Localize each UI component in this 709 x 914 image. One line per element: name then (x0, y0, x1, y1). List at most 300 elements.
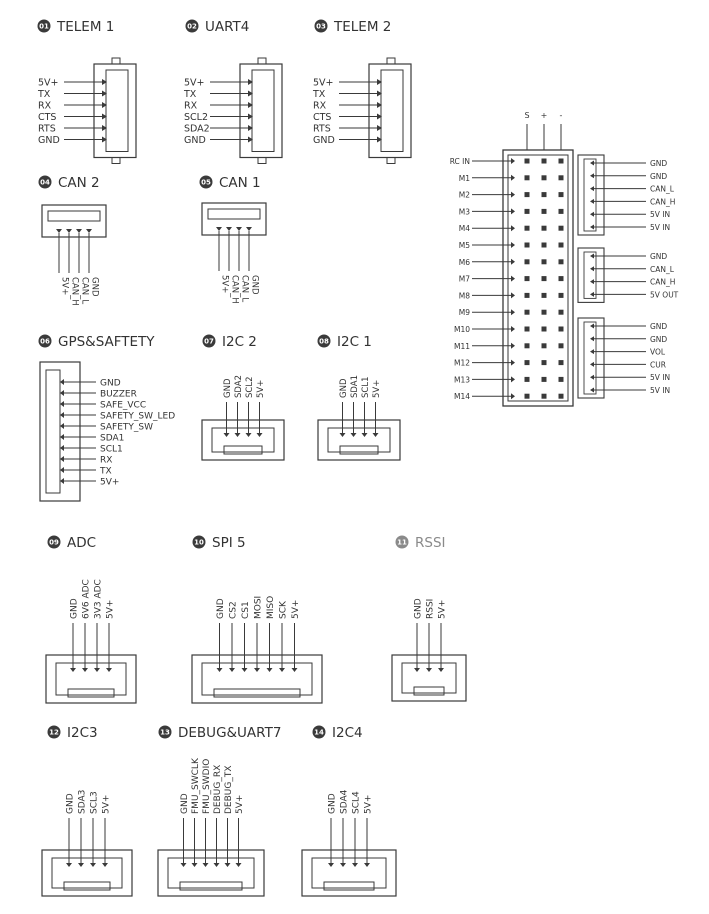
side-connector-housing (578, 318, 604, 398)
pin-label: 5V+ (219, 275, 230, 294)
connector-title: I2C 2 (222, 334, 257, 350)
connector-title: CAN 1 (219, 175, 261, 191)
pin-contact (214, 863, 220, 867)
pin-contact (106, 668, 112, 672)
connector-key (64, 882, 110, 890)
pin-label: SDA1 (100, 433, 125, 444)
header-pin (559, 394, 564, 399)
header-pin (542, 226, 547, 231)
pin-contact (590, 266, 594, 271)
pin-label: RSSI (425, 598, 436, 619)
header-pin (525, 293, 530, 298)
pin-contact (590, 212, 594, 217)
pin-label: GND (650, 334, 668, 344)
pin-label: GND (650, 252, 668, 261)
pin-contact (78, 863, 84, 867)
header-pin (525, 209, 530, 214)
column-label: S (524, 111, 530, 120)
number-badge-text: 09 (49, 538, 59, 547)
header-pin (525, 360, 530, 365)
column-label: + (540, 111, 548, 120)
pin-contact (82, 668, 88, 672)
pin-label: GND (249, 275, 260, 295)
row-contact (511, 192, 515, 198)
number-badge-text: 06 (40, 337, 50, 346)
pin-label: RX (184, 100, 198, 112)
header-pin (525, 310, 530, 315)
connector-latch (387, 58, 395, 64)
connector-inner-wall (328, 428, 390, 452)
pin-label: CS2 (228, 601, 239, 619)
header-pin (525, 175, 530, 180)
pin-label: 5V+ (372, 379, 382, 398)
pin-label: 6V6 ADC (81, 579, 92, 619)
side-connector-3 (578, 318, 670, 398)
pin-label: CAN_H (650, 277, 676, 287)
connector-key (224, 446, 262, 454)
pin-contact (590, 336, 594, 341)
pin-label: 5V+ (100, 477, 120, 488)
pin-label: SDA1 (350, 374, 360, 398)
pin-contact (590, 292, 594, 297)
pin-label: GND (38, 135, 60, 146)
row-label: RC IN (449, 157, 470, 166)
side-connector-inner (584, 159, 596, 231)
pin-contact (236, 863, 242, 867)
header-pin (525, 226, 530, 231)
pin-contact (229, 668, 235, 672)
row-label: M12 (453, 358, 470, 368)
pin-label: DEBUG_TX (224, 765, 234, 814)
pin-label: 5V+ (101, 794, 112, 814)
connector-telem1 (37, 58, 136, 164)
header-pin (542, 343, 547, 348)
pin-contact (60, 456, 64, 462)
pin-label: RTS (38, 123, 56, 135)
pin-label: MISO (266, 595, 276, 619)
pin-contact (60, 445, 64, 451)
side-connector-housing (578, 155, 604, 235)
header-pin (542, 276, 547, 281)
row-label: M7 (458, 274, 470, 284)
connector-header-telem2 (315, 19, 392, 35)
connector-can1 (202, 203, 266, 304)
pin-label: CAN_L (650, 264, 674, 274)
connector-title: TELEM 1 (57, 19, 115, 35)
servo-rail (450, 111, 573, 406)
number-badge-text: 03 (316, 22, 326, 31)
connector-header-adc (48, 535, 97, 551)
pin-label: SAFE_VCC (100, 400, 147, 411)
header-pin (542, 243, 547, 248)
pin-contact (203, 863, 209, 867)
side-connector-1 (578, 155, 675, 235)
row-contact (511, 343, 515, 349)
connector-latch (258, 158, 266, 164)
pin-label: 3V3 ADC (93, 579, 104, 619)
header-pin (559, 293, 564, 298)
header-pin (559, 327, 564, 332)
pin-label: SCL1 (361, 376, 371, 398)
pin-label: 5V+ (235, 794, 245, 814)
connector-inner-wall (52, 858, 122, 888)
pin-contact (279, 668, 285, 672)
connector-inner-wall (168, 858, 254, 888)
connector-latch (387, 158, 395, 164)
row-label: M6 (458, 257, 470, 267)
connector-inner-wall (252, 70, 274, 152)
pin-contact (70, 668, 76, 672)
header-pin (542, 192, 547, 197)
number-badge-text: 02 (187, 22, 197, 31)
pin-label: BUZZER (100, 389, 137, 400)
header-pin (542, 259, 547, 264)
connector-housing (369, 64, 411, 158)
pin-label: GND (180, 793, 190, 814)
pin-label: SDA2 (234, 374, 244, 398)
connector-title: CAN 2 (58, 175, 100, 191)
pin-contact (590, 388, 594, 393)
pin-contact (60, 390, 64, 396)
header-pin (559, 343, 564, 348)
pin-label: VOL (650, 347, 666, 357)
pin-contact (590, 199, 594, 204)
pin-label: GND (339, 378, 349, 398)
pin-contact (90, 863, 96, 867)
pin-contact (328, 863, 334, 867)
pin-label: SCL2 (245, 376, 255, 398)
connector-header-can2 (39, 175, 100, 191)
side-connector-2 (578, 248, 679, 302)
connector-header-can1 (200, 175, 261, 191)
pin-label: TX (100, 466, 112, 477)
pin-contact (66, 863, 72, 867)
connector-header-i2c1 (318, 334, 372, 350)
connector-inner-wall (56, 663, 126, 695)
row-contact (511, 393, 515, 399)
row-contact (511, 208, 515, 214)
connector-adc (46, 579, 136, 703)
pin-label: GND (184, 135, 206, 146)
connector-gps (40, 362, 175, 501)
connector-uart4 (183, 58, 282, 164)
pin-label: SCL1 (100, 444, 123, 455)
pin-label: SCK (278, 601, 289, 619)
row-contact (511, 158, 515, 164)
connector-header-debug (159, 725, 282, 741)
pin-label: SDA4 (339, 789, 350, 814)
connector-title: RSSI (415, 535, 446, 551)
pin-label: GND (223, 378, 233, 398)
header-pin (525, 192, 530, 197)
row-contact (511, 376, 515, 382)
pin-contact (236, 227, 242, 231)
pin-contact (257, 433, 263, 437)
connector-i2c3 (42, 790, 132, 896)
connector-inner-wall (312, 858, 386, 888)
pin-label: GND (650, 171, 668, 181)
row-contact (511, 276, 515, 282)
pin-contact (226, 227, 232, 231)
pin-label: 5V+ (184, 77, 205, 89)
connector-key (324, 882, 374, 890)
number-badge-text: 11 (397, 538, 407, 547)
pin-label: RTS (313, 123, 331, 135)
pin-contact (225, 863, 231, 867)
pin-contact (217, 668, 223, 672)
pin-contact (590, 186, 594, 191)
pin-contact (352, 863, 358, 867)
number-badge-text: 07 (204, 337, 214, 346)
header-pin (542, 360, 547, 365)
connector-title: ADC (67, 535, 97, 551)
row-contact (511, 309, 515, 315)
connector-housing (158, 850, 264, 896)
pin-contact (66, 229, 72, 233)
pin-contact (292, 668, 298, 672)
pin-contact (590, 362, 594, 367)
connector-debug (158, 757, 264, 896)
pin-contact (590, 375, 594, 380)
connector-title: I2C 1 (337, 334, 372, 350)
pin-contact (426, 668, 432, 672)
row-contact (511, 259, 515, 265)
connector-header-i2c3 (48, 725, 98, 741)
pin-contact (590, 349, 594, 354)
pin-label: 5V+ (291, 599, 301, 619)
pin-contact (94, 668, 100, 672)
pin-contact (362, 433, 368, 437)
header-pin (559, 159, 564, 164)
row-contact (511, 225, 515, 231)
header-pin (559, 360, 564, 365)
pin-label: GND (89, 277, 100, 297)
header-pin (525, 159, 530, 164)
number-badge-text: 14 (314, 728, 324, 737)
row-label: M11 (453, 341, 470, 351)
pin-label: 5V+ (363, 794, 374, 814)
header-pin (542, 159, 547, 164)
pin-contact (60, 401, 64, 407)
pin-label: SAFETY_SW (100, 422, 154, 433)
header-pin (542, 209, 547, 214)
row-label: M5 (458, 241, 470, 250)
row-label: M9 (458, 308, 470, 318)
pin-label: 5V+ (256, 379, 266, 398)
connector-title: I2C3 (67, 725, 98, 741)
connector-telem2 (312, 58, 411, 164)
header-pin (559, 310, 564, 315)
header-pin (559, 243, 564, 248)
connector-key (180, 882, 242, 890)
connector-latch (258, 58, 266, 64)
connector-header-gps (39, 334, 156, 350)
side-connector-inner (584, 322, 596, 394)
pin-contact (60, 379, 64, 385)
pin-contact (590, 173, 594, 178)
pin-contact (246, 433, 252, 437)
row-label: M10 (453, 325, 470, 334)
pin-label: CAN_H (69, 277, 80, 306)
pin-label: SDA3 (77, 789, 88, 814)
header-pin (525, 394, 530, 399)
pin-contact (246, 227, 252, 231)
connector-inner-wall (48, 211, 100, 221)
connector-key (214, 689, 300, 697)
header-pin (559, 192, 564, 197)
pin-label: 5V+ (437, 599, 448, 619)
pin-label: 5V+ (313, 77, 334, 89)
number-badge-text: 05 (201, 178, 211, 187)
pin-contact (590, 324, 594, 329)
connector-latch (112, 58, 120, 64)
pin-label: TX (313, 89, 326, 100)
pin-label: GND (100, 378, 121, 389)
pin-contact (340, 433, 346, 437)
pin-contact (76, 229, 82, 233)
header-pin (542, 394, 547, 399)
connector-header-i2c2 (203, 334, 257, 350)
connector-header-telem1 (38, 19, 115, 35)
pin-label: SCL3 (89, 791, 100, 814)
pin-contact (216, 227, 222, 231)
pin-label: FMU_SWCLK (191, 758, 201, 814)
connector-header-uart4 (186, 19, 250, 35)
header-pin (559, 209, 564, 214)
connector-inner-wall (381, 70, 403, 152)
header-pin (559, 259, 564, 264)
pin-label: CTS (313, 112, 332, 123)
connector-title: DEBUG&UART7 (178, 725, 282, 741)
pin-label: CAN_H (229, 275, 240, 304)
connector-housing (42, 850, 132, 896)
row-label: M3 (458, 207, 470, 217)
connector-title: UART4 (205, 19, 250, 35)
pin-contact (86, 229, 92, 233)
pin-label: CS1 (241, 601, 251, 619)
pin-label: GND (69, 598, 80, 619)
pin-contact (590, 254, 594, 259)
connector-inner-wall (208, 209, 260, 219)
row-label: M8 (458, 291, 470, 301)
pin-contact (242, 668, 248, 672)
connector-inner-wall (212, 428, 274, 452)
pin-label: CUR (650, 360, 666, 370)
header-pin (525, 327, 530, 332)
number-badge-text: 01 (39, 22, 49, 31)
pin-contact (267, 668, 273, 672)
connector-housing (46, 655, 136, 703)
pin-label: 5V IN (650, 210, 671, 220)
connector-header-rssi (396, 535, 446, 551)
header-pin (542, 327, 547, 332)
pin-contact (60, 478, 64, 484)
connector-rssi (392, 598, 466, 701)
column-label: - (559, 111, 563, 120)
connector-key (68, 689, 114, 697)
pin-contact (181, 863, 187, 867)
row-contact (511, 292, 515, 298)
pin-label: DEBUG_RX (213, 764, 223, 814)
pin-label: RX (313, 100, 327, 112)
pin-label: 5V IN (650, 373, 671, 383)
pin-label: SAFETY_SW_LED (100, 411, 176, 422)
pin-contact (224, 433, 230, 437)
number-badge-text: 10 (194, 538, 204, 547)
pin-label: 5V OUT (650, 290, 679, 300)
header-pin (525, 243, 530, 248)
row-label: M1 (458, 173, 470, 183)
pin-contact (438, 668, 444, 672)
pin-contact (102, 863, 108, 867)
pin-contact (60, 434, 64, 440)
connector-header-i2c4 (313, 725, 363, 741)
connector-key (340, 446, 378, 454)
pin-label: TX (184, 89, 197, 100)
header-pin (559, 377, 564, 382)
pin-contact (235, 433, 241, 437)
header-pin (525, 377, 530, 382)
connector-title: I2C4 (332, 725, 363, 741)
connector-inner-wall (46, 370, 60, 493)
header-pin (559, 276, 564, 281)
pin-label: RX (38, 100, 52, 112)
connector-i2c2 (202, 375, 284, 460)
number-badge-text: 13 (160, 728, 170, 737)
connector-i2c4 (302, 789, 396, 896)
row-contact (511, 360, 515, 366)
header-pin (542, 175, 547, 180)
pin-contact (590, 279, 594, 284)
row-label: M2 (458, 190, 470, 200)
header-pin (525, 276, 530, 281)
pin-contact (351, 433, 357, 437)
pin-contact (60, 423, 64, 429)
pin-label: CAN_L (79, 277, 90, 305)
number-badge-text: 04 (40, 178, 50, 187)
connector-key (414, 687, 444, 695)
pin-label: 5V IN (650, 223, 671, 232)
pin-contact (373, 433, 379, 437)
number-badge-text: 08 (319, 337, 329, 346)
pin-label: GND (413, 598, 424, 619)
pin-label: GND (327, 793, 338, 814)
pin-label: GND (650, 159, 668, 168)
pin-label: SDA2 (184, 123, 210, 135)
connector-can2 (42, 205, 106, 306)
row-label: M4 (458, 224, 470, 234)
connector-title: TELEM 2 (334, 19, 392, 35)
header-pin (542, 310, 547, 315)
pin-label: 5V+ (38, 77, 59, 89)
pin-contact (414, 668, 420, 672)
connector-housing (240, 64, 282, 158)
pin-label: FMU_SWDIO (202, 758, 212, 814)
row-contact (511, 175, 515, 181)
row-contact (511, 242, 515, 248)
header-pin (542, 293, 547, 298)
number-badge-text: 12 (49, 728, 59, 737)
pin-label: CAN_H (650, 197, 676, 207)
pin-label: CTS (38, 112, 57, 123)
header-pin (559, 175, 564, 180)
pin-contact (364, 863, 370, 867)
pin-label: RX (100, 455, 113, 466)
connector-latch (112, 158, 120, 164)
row-label: M13 (453, 375, 470, 385)
header-pin (559, 226, 564, 231)
pin-contact (192, 863, 198, 867)
